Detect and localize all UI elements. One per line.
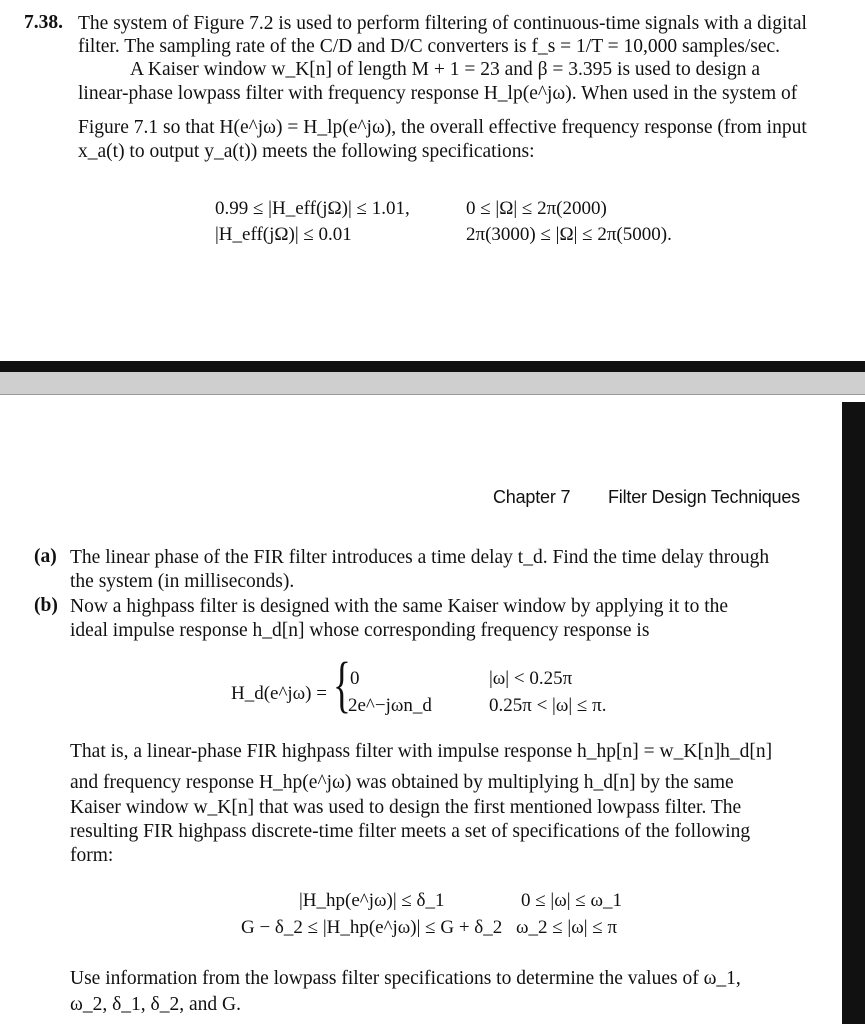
part-b-label: (b) <box>34 595 58 616</box>
page-separator-dark <box>0 361 865 372</box>
paragraph-line-2: and frequency response H_hp(e^jω) was obtained by multiplying h_d[n] by the same <box>70 772 734 793</box>
page-separator-grey <box>0 372 865 395</box>
page-edge-bar <box>842 402 865 1024</box>
paragraph-line-3: Kaiser window w_K[n] that was used to design the first mentioned lowpass filter. The <box>70 797 742 818</box>
part-a-label: (a) <box>34 546 57 567</box>
hp-spec-2-left: G − δ_2 ≤ |H_hp(e^jω)| ≤ G + δ_2 <box>241 917 503 938</box>
final-line-1: Use information from the lowpass filter specifications to determine the values of ω_1, <box>70 968 741 989</box>
paragraph-line-4: resulting FIR highpass discrete-time filter meets a set of specifications of the following <box>70 821 751 842</box>
hd-case-2-condition: 0.25π < |ω| ≤ π. <box>489 695 607 716</box>
piecewise-brace: { <box>333 651 351 719</box>
hd-case-1-value: 0 <box>350 668 360 689</box>
problem-line-4: linear-phase lowpass filter with frequency response H_lp(e^jω). When used in the system of <box>78 83 798 104</box>
final-line-2: ω_2, δ_1, δ_2, and G. <box>70 994 241 1015</box>
spec-1-left: 0.99 ≤ |H_eff(jΩ)| ≤ 1.01, <box>215 198 410 219</box>
chapter-label: Chapter 7 <box>493 487 571 507</box>
paragraph-line-1: That is, a linear-phase FIR highpass filter with impulse response h_hp[n] = w_K[n]h_d[n] <box>70 741 773 762</box>
hd-case-1-condition: |ω| < 0.25π <box>489 668 573 689</box>
part-a-line-2: the system (in milliseconds). <box>70 571 295 592</box>
problem-line-1: The system of Figure 7.2 is used to perform filtering of continuous-time signals with a digital <box>78 13 807 34</box>
spec-1-right: 0 ≤ |Ω| ≤ 2π(2000) <box>466 198 607 219</box>
part-b-line-2: ideal impulse response h_d[n] whose corresponding frequency response is <box>70 620 650 641</box>
part-a-line-1: The linear phase of the FIR filter introduces a time delay t_d. Find the time delay through <box>70 547 770 568</box>
part-b-line-1: Now a highpass filter is designed with the same Kaiser window by applying it to the <box>70 596 729 617</box>
problem-line-6: x_a(t) to output y_a(t)) meets the following specifications: <box>78 141 535 162</box>
paragraph-line-5: form: <box>70 845 114 866</box>
hp-spec-1-left: |H_hp(e^jω)| ≤ δ_1 <box>299 890 445 911</box>
spec-2-left: |H_eff(jΩ)| ≤ 0.01 <box>215 224 352 245</box>
problem-line-3: A Kaiser window w_K[n] of length M + 1 = 23 and β = 3.395 is used to design a <box>130 59 761 80</box>
problem-number: 7.38. <box>24 12 63 33</box>
hd-equation-lhs: H_d(e^jω) = <box>231 683 327 704</box>
problem-line-2: filter. The sampling rate of the C/D and D/C converters is f_s = 1/T = 10,000 samples/sec. <box>78 36 781 57</box>
hp-spec-1-right: 0 ≤ |ω| ≤ ω_1 <box>521 890 622 911</box>
hd-case-2-value: 2e^−jωn_d <box>348 695 432 716</box>
spec-2-right: 2π(3000) ≤ |Ω| ≤ 2π(5000). <box>466 224 672 245</box>
hp-spec-2-right: ω_2 ≤ |ω| ≤ π <box>516 917 618 938</box>
problem-line-5: Figure 7.1 so that H(e^jω) = H_lp(e^jω), the overall effective frequency response (from input <box>78 117 807 138</box>
chapter-title: Filter Design Techniques <box>608 487 800 507</box>
